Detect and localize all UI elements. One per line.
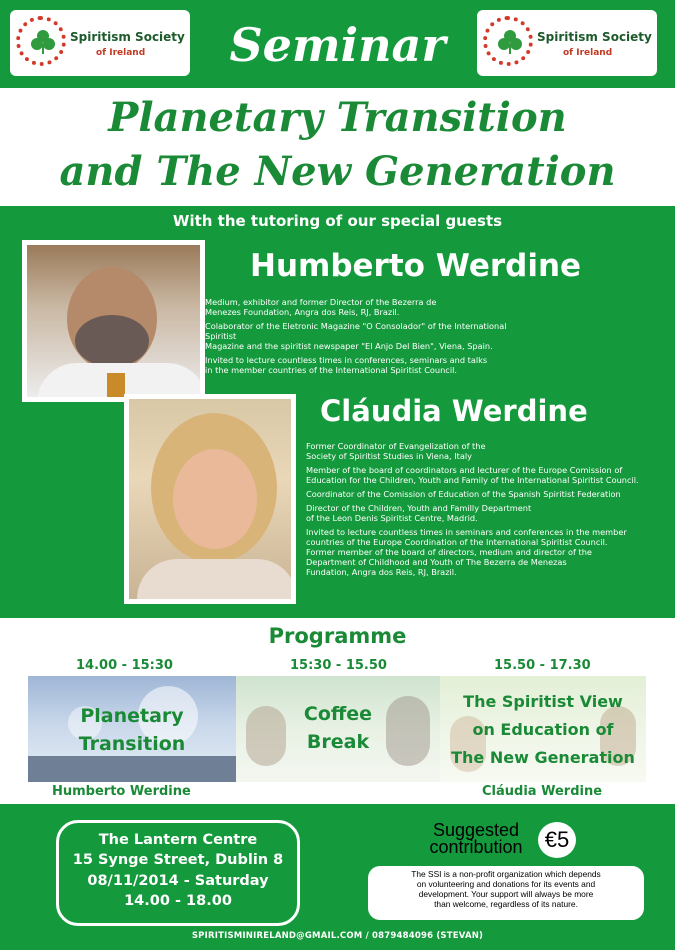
logo-title: Spiritism Society: [70, 30, 185, 44]
ring-icon: [483, 16, 533, 66]
logo-subtitle: of Ireland: [563, 48, 613, 58]
venue-line: The Lantern Centre: [98, 832, 258, 848]
suggested-contribution: [414, 822, 538, 856]
bio-line: Former Coordinator of Evangelization of the: [306, 441, 486, 451]
bio-line: Menezes Foundation, Angra dos Reis, RJ, Brazil.: [205, 307, 400, 317]
bio-line: Magazine and the spiritist newspaper "El Anjo Del Bien", Viena, Spain.: [205, 341, 493, 351]
slot-label-line: on Education of: [472, 720, 614, 739]
bio-line: Fundation, Angra dos Reis, RJ, Brazil.: [306, 567, 457, 577]
ssi-note-line: than welcome, regardless of its nature.: [434, 899, 578, 909]
title-area: [0, 88, 675, 206]
slot-label-line: Break: [306, 731, 370, 753]
slot-label-2: [236, 700, 440, 756]
bio-line: Colaborator of the Eletronic Magazine "O Consolador" of the International Spiritist: [205, 321, 507, 341]
event-title-line-2: and The New Generation: [59, 148, 616, 195]
claudia-bio: [306, 441, 672, 577]
contribution-line: Suggested: [432, 820, 520, 840]
ring-icon: [16, 16, 66, 66]
slot-label-3: [440, 688, 646, 772]
ssi-note-line: development. Your support will always be more: [418, 889, 594, 899]
logo-subtitle: of Ireland: [96, 48, 146, 58]
slot-label-line: Transition: [78, 733, 186, 755]
ssi-note-line: The SSI is a non-profit organization which depends: [411, 869, 601, 879]
speaker-name-claudia: Cláudia Werdine: [320, 394, 588, 428]
logo-left: [10, 10, 190, 76]
bio-line: Member of the board of coordinators and lecturer of the Europe Comission of: [306, 465, 623, 475]
shamrock-icon: [497, 29, 523, 55]
bio-line: in the member countries of the International Spiritist Council.: [205, 365, 457, 375]
contact-line: SPIRITISMINIRELAND@GMAIL.COM / 0879484096 (STEVAN): [191, 931, 484, 941]
bio-line: Department of Childhood and Youth of The Bezerra de Menezas: [306, 557, 567, 567]
humberto-bio: [205, 297, 535, 375]
bio-line: countries of the Europe Coordination of the International Spiritist Council.: [306, 537, 608, 547]
slot-label-line: Planetary: [80, 705, 184, 727]
bio-line: Society of Spiritist Studies in Viena, Italy: [306, 451, 472, 461]
bio-line: Director of the Children, Youth and Familly Department: [306, 503, 532, 513]
bio-line: Invited to lecture countless times in seminars and conferences in the member: [306, 527, 627, 537]
bio-line: Medium, exhibitor and former Director of the Bezerra de: [205, 297, 437, 307]
bio-line: Coordinator of the Comission of Education of the Spanish Spiritist Federation: [306, 489, 621, 499]
slot-time-3: 15.50 - 17.30: [494, 658, 591, 673]
venue-line: 14.00 - 18.00: [124, 893, 232, 909]
slot-time-1: 14.00 - 15:30: [76, 658, 173, 673]
shamrock-icon: [30, 29, 56, 55]
logo-title: Spiritism Society: [537, 30, 652, 44]
slot-time-2: 15:30 - 15.50: [290, 658, 387, 673]
slot-label-line: The Spiritist View: [463, 692, 623, 711]
slot-speaker-3: Cláudia Werdine: [482, 784, 603, 799]
ssi-note: [372, 869, 640, 909]
guests-intro: With the tutoring of our special guests: [172, 212, 503, 230]
ssi-note-line: on volunteering and donations for its events and: [416, 879, 596, 889]
slot-label-line: The New Generation: [451, 748, 635, 767]
slot-speaker-1: Humberto Werdine: [52, 784, 191, 799]
claudia-photo: [124, 394, 296, 604]
bio-line: Education for the Children, Youth and Family of the International Spiritist Council.: [306, 475, 639, 485]
humberto-photo: [22, 240, 205, 402]
bio-line: Invited to lecture countless times in conferences, seminars and talks: [205, 355, 488, 365]
speaker-name-humberto: Humberto Werdine: [250, 248, 582, 284]
seminar-heading: Seminar: [229, 18, 446, 72]
slot-label-1: [28, 702, 236, 758]
logo-right: [477, 10, 657, 76]
contribution-line: contribution: [429, 837, 523, 857]
venue-line: 15 Synge Street, Dublin 8: [72, 852, 284, 868]
contribution-amount: €5: [538, 822, 576, 858]
event-title-line-1: Planetary Transition: [108, 94, 567, 141]
programme-title: Programme: [268, 624, 407, 648]
venue-line: 08/11/2014 - Saturday: [87, 873, 269, 889]
bio-line: of the Leon Denis Spiritist Centre, Madrid.: [306, 513, 478, 523]
bio-line: Former member of the board of directors, medium and director of the: [306, 547, 592, 557]
slot-label-line: Coffee: [303, 703, 373, 725]
